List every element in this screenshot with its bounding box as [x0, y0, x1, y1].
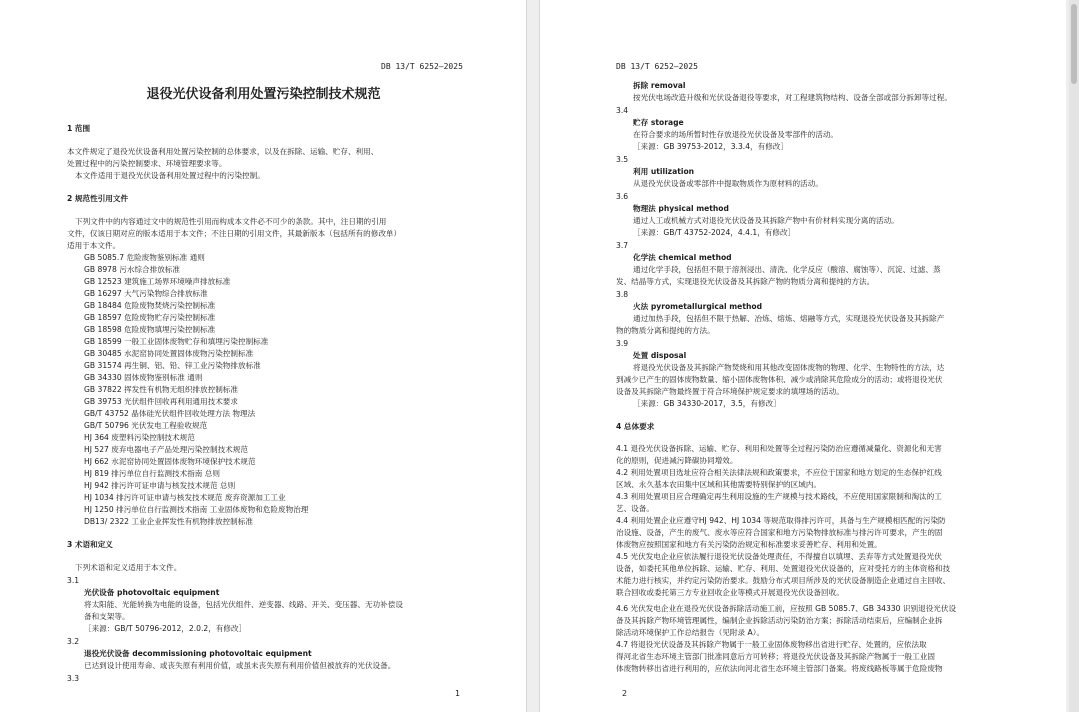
text-line: 艺、设备。: [616, 504, 654, 513]
text-line: 到减少已产生的固体废物数量、缩小固体废物体积、减少或消除其危险成分的活动；或将退役光伏: [616, 375, 943, 384]
section-heading: 化学法 chemical method: [633, 253, 732, 262]
text-line: 4.5 光伏发电企业应依法履行退役光伏设备处理责任，不得擅自以填埋、丢弃等方式处置退役光伏: [616, 552, 942, 561]
section-heading: 2 规范性引用文件: [67, 194, 129, 203]
section-heading: 4 总体要求: [616, 422, 655, 431]
text-line: 适用于本文件。: [67, 241, 121, 250]
text-line: 3.6: [616, 192, 629, 201]
text-line: GB 18484 危险废物焚烧污染控制标准: [84, 301, 216, 310]
scrollbar-thumb[interactable]: [1071, 4, 1077, 84]
text-line: 通过人工或机械方式对退役光伏设备及其拆除产物中有价材料实现分离的活动。: [633, 216, 899, 225]
page-header: DB 13/T 6252—2025: [616, 62, 698, 71]
text-line: 下列文件中的内容通过文中的规范性引用而构成本文件必不可少的条款。其中，注日期的引用: [75, 217, 387, 226]
text-line: 治设施、设备，产生的废气、废水等应符合国家和地方污染物排放标准与排污许可要求，产生的固: [616, 528, 943, 537]
page-number: 2: [622, 689, 628, 698]
text-line: 备和支架等。: [84, 612, 130, 621]
section-heading: 贮存 storage: [633, 118, 684, 127]
section-heading: 处置 disposal: [633, 351, 687, 360]
text-line: GB 34330 固体废物鉴别标准 通则: [84, 373, 203, 382]
text-line: ［来源：GB/T 50796-2012，2.0.2，有修改］: [84, 624, 247, 633]
text-line: 3.7: [616, 241, 629, 250]
document-page-1: [0, 0, 527, 712]
text-line: 通过加热手段，包括但不限于热解、冶炼、熔炼、熔融等方式，实现退役光伏设备及其拆除产: [633, 314, 945, 323]
text-line: 区域、永久基本农田集中区域和其他需要特别保护的区域内。: [616, 480, 822, 489]
text-line: 按光伏电场改造升级和光伏设备退役等要求，对工程建筑物结构、设备全部或部分拆卸等过程。: [633, 93, 952, 102]
text-line: DB13/ 2322 工业企业挥发性有机物排放控制标准: [84, 517, 253, 526]
text-line: 3.1: [67, 576, 80, 585]
text-line: ［来源：GB 34330-2017，3.5，有修改］: [633, 399, 781, 408]
text-line: 从退役光伏设备或零部件中提取物质作为原材料的活动。: [633, 179, 823, 188]
text-line: 3.4: [616, 106, 629, 115]
text-line: GB 5085.7 危险废物鉴别标准 通则: [84, 253, 205, 262]
section-heading: 物理法 physical method: [633, 204, 729, 213]
text-line: 本文件适用于退役光伏设备利用处置过程中的污染控制。: [75, 171, 265, 180]
section-heading: 利用 utilization: [633, 167, 695, 176]
text-line: 发、结晶等方式，实现退役光伏设备及其拆除产物的物质分离和提纯的方法。: [616, 277, 875, 286]
text-line: 3.3: [67, 674, 80, 683]
text-line: 处置过程中的污染控制要求、环境管理要求等。: [67, 159, 227, 168]
text-line: 设备，如委托其他单位拆除、运输、贮存、利用、处置退役光伏设备的，应对受托方的主体资格和技: [616, 564, 951, 573]
text-line: 联合回收或委托第三方专业回收企业等模式开展退役光伏设备回收。: [616, 588, 844, 597]
text-line: HJ 364 废塑料污染控制技术规范: [84, 433, 195, 442]
text-line: 4.1 退役光伏设备拆除、运输、贮存、利用和处置等全过程污染防治应遵循减量化、资源化和无害: [616, 444, 942, 453]
text-line: 将退役光伏设备及其拆除产物焚烧和用其他改变固体废物的物理、化学、生物特性的方法，达: [633, 363, 945, 372]
text-line: 4.4 利用处置企业应遵守HJ 942、HJ 1034 等规范取得排污许可，具备与生产规模相匹配的污染防: [616, 516, 946, 525]
text-line: 得河北省生态环境主管部门批准同意后方可转移；将退役光伏设备及其拆除产物属于一般工业固: [616, 652, 935, 661]
text-line: 文件，仅该日期对应的版本适用于本文件；不注日期的引用文件，其最新版本（包括所有的修改单）: [67, 229, 402, 238]
text-line: GB 18599 一般工业固体废物贮存和填埋污染控制标准: [84, 337, 269, 346]
text-line: 本文件规定了退役光伏设备利用处置污染控制的总体要求，以及在拆除、运输、贮存、利用、: [67, 147, 379, 156]
text-line: GB 18597 危险废物贮存污染控制标准: [84, 313, 216, 322]
text-line: 术能力进行核实，并约定污染防治要求。鼓励分布式项目所涉及的光伏设备制造企业通过自主回收、: [616, 576, 951, 585]
text-line: 体废物转移出省进行利用的，应依法向河北省生态环境主管部门备案。将废线路板等属于危险废物: [616, 664, 943, 673]
text-line: HJ 527 废弃电器电子产品处理污染控制技术规范: [84, 445, 248, 454]
page-number: 1: [455, 689, 461, 698]
text-line: 在符合要求的场所暂时性存放退役光伏设备及零部件的活动。: [633, 130, 839, 139]
text-line: GB 8978 污水综合排放标准: [84, 265, 180, 274]
text-line: HJ 942 排污许可证申请与核发技术规范 总则: [84, 481, 236, 490]
text-line: 3.2: [67, 637, 80, 646]
text-line: ［来源：GB 39753-2012，3.3.4，有修改］: [633, 142, 788, 151]
text-line: 4.2 利用处置项目选址应符合相关法律法规和政策要求，不应位于国家和地方划定的生态保护红线: [616, 468, 942, 477]
text-line: HJ 819 排污单位自行监测技术指南 总则: [84, 469, 220, 478]
text-line: ［来源：GB/T 43752-2024，4.4.1，有修改］: [633, 228, 796, 237]
text-line: HJ 662 水泥窑协同处置固体废物环境保护技术规范: [84, 457, 256, 466]
text-line: 下列术语和定义适用于本文件。: [75, 563, 182, 572]
text-line: 设备及其拆除产物最终置于符合环境保护规定要求的填埋场的活动。: [616, 387, 844, 396]
section-heading: 3 术语和定义: [67, 540, 113, 549]
text-line: 物的物质分离和提纯的方法。: [616, 326, 715, 335]
text-line: GB 18598 危险废物填埋污染控制标准: [84, 325, 216, 334]
text-line: GB 12523 建筑施工场界环境噪声排放标准: [84, 277, 231, 286]
text-line: 3.9: [616, 339, 629, 348]
text-line: GB/T 43752 晶体硅光伏组件回收处理方法 物理法: [84, 409, 256, 418]
text-line: 4.6 光伏发电企业在退役光伏设备拆除活动施工前，应按照 GB 5085.7、GB 34330 识别退役光伏设: [616, 604, 957, 613]
text-line: 化的原则，促进减污降碳协同增效。: [616, 456, 738, 465]
page-header: DB 13/T 6252—2025: [381, 62, 463, 71]
text-line: HJ 1034 排污许可证申请与核发技术规范 废弃资源加工工业: [84, 493, 286, 502]
text-line: GB 39753 光伏组件回收再利用通用技术要求: [84, 397, 238, 406]
text-line: 已达到设计使用寿命、或丧失原有利用价值，或虽未丧失原有利用价值但被放弃的光伏设备。: [84, 661, 396, 670]
document-page-2: [539, 0, 1066, 712]
text-line: 将太阳能、光能转换为电能的设备，包括光伏组件、逆变器、线路、开关、变压器、无功补偿设: [84, 600, 403, 609]
text-line: 备及其拆除产物环境管理属性，编制企业拆除活动污染防治方案；拆除活动结束后，应编制企业拆: [616, 616, 943, 625]
text-line: HJ 1250 排污单位自行监测技术指南 工业固体废物和危险废物治理: [84, 505, 309, 514]
text-line: 体废物应按照国家和地方有关污染防治规定和标准要求妥善贮存、利用和处置。: [616, 540, 882, 549]
section-heading: 1 范围: [67, 124, 91, 133]
vertical-scrollbar[interactable]: [1069, 0, 1079, 712]
text-line: GB/T 50796 光伏发电工程验收规范: [84, 421, 208, 430]
text-line: 通过化学手段，包括但不限于溶剂浸出、清洗、化学反应（酸溶、腐蚀等）、沉淀、过滤、蒸: [633, 265, 941, 274]
section-heading: 退役光伏设备 decommissioning photovoltaic equipment: [84, 649, 312, 658]
text-line: 4.3 利用处置项目应合理确定再生利用设施的生产规模与技术路线，不应使用国家限制和淘汰的工: [616, 492, 942, 501]
text-line: GB 16297 大气污染物综合排放标准: [84, 289, 208, 298]
text-line: 4.7 将退役光伏设备及其拆除产物属于一般工业固体废物移出省进行贮存、处置的，应依法取: [616, 640, 927, 649]
text-line: GB 37822 挥发性有机物无组织排放控制标准: [84, 385, 238, 394]
text-line: GB 31574 再生铜、铝、铅、锌工业污染物排放标准: [84, 361, 261, 370]
text-line: 3.5: [616, 155, 629, 164]
text-line: 除活动环境保护工作总结报告（见附录 A）。: [616, 628, 765, 637]
document-title: 退役光伏设备利用处置污染控制技术规范: [146, 87, 381, 102]
text-line: 3.8: [616, 290, 629, 299]
section-heading: 拆除 removal: [633, 81, 686, 90]
text-line: GB 30485 水泥窑协同处置固体废物污染控制标准: [84, 349, 254, 358]
section-heading: 火法 pyrometallurgical method: [633, 302, 763, 311]
section-heading: 光伏设备 photovoltaic equipment: [84, 588, 220, 597]
